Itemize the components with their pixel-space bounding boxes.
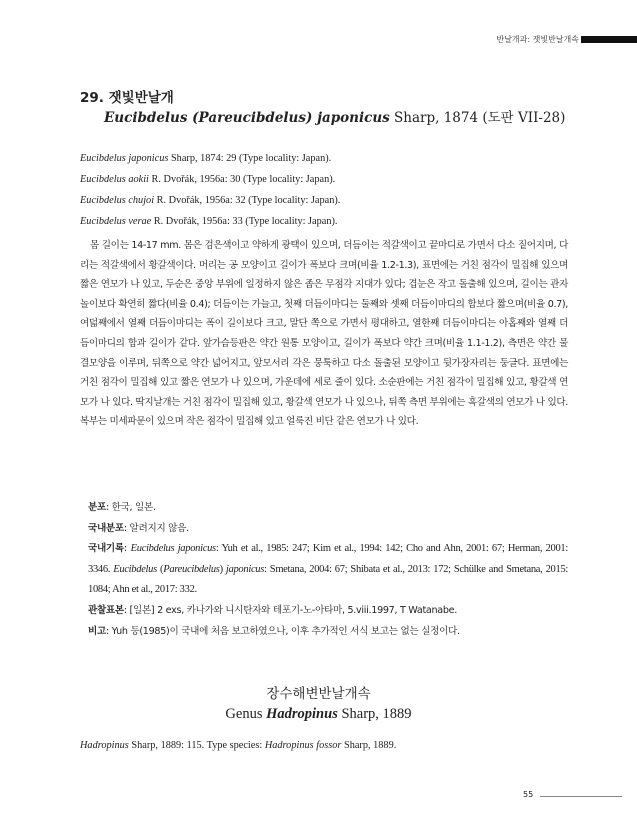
genus-scientific-name: Genus Hadropinus Sharp, 1889: [225, 706, 412, 722]
species-author: Sharp, 1874: [389, 110, 483, 126]
genus-name: Eucibdelus: [104, 110, 188, 126]
synonym-item: Eucibdelus japonicus Sharp, 1874: 29 (Type locality: Japan).: [80, 153, 332, 164]
remarks-row: 비고: Yuh 등(1985)이 국내에 처음 보고하였으나, 이후 추가적인 서식 보고는 없는 실정이다.: [88, 625, 460, 637]
plate-ref: (도판 VII-28): [482, 110, 566, 126]
species-number-name: 29. 잿빛반날개: [80, 90, 174, 106]
genus-korean-name: 장수해변반날개속: [266, 686, 371, 702]
footer-rule: [540, 796, 622, 797]
korea-records-row: 국내기록: Eucibdelus japonicus: Yuh et al., 1985: 247; Kim et al., 1994: 142; Cho and Ahn, 2001: 67; Herman, 2001: 3346. Eucibdelus (Pareucibdelus) japonicus: Smetana, 2004: 67; Shibata et al., 2013: 172; Schülke and Smetana, 2015: 1084; Ahn et al., 2017: 332.: [88, 543, 568, 596]
species-heading: [80, 88, 580, 128]
synonym-item: Eucibdelus verae R. Dvořák, 1956a: 33 (Type locality: Japan).: [80, 216, 338, 227]
species-scientific-name: [80, 108, 580, 128]
synonym-item: Eucibdelus aokii R. Dvořák, 1956a: 30 (Type locality: Japan).: [80, 174, 336, 185]
specimens-row: 관찰표본: [일본] 2 exs, 카나가와 니시탄자와 테포기-노-아타마, 5.viii.1997, T Watanabe.: [88, 604, 457, 616]
description-paragraph: 몸 길이는 14-17 mm. 몸은 검은색이고 약하게 광택이 있으며, 더듬이는 적갈색이고 끝마디로 가면서 다소 짙어지며, 다리는 적갈색에서 황갈색이다. 머리는 공 모양이고 길이가 폭보다 크며(비율 1.2-1.3), 표면에는 거친 점각이 밀집해 있으며 짧은 연모가 나 있고, 두순은 중앙 부위에 일정하지 않은 좁은 무점각 지대가 있다; 겹눈은 작고 돌출해 있으며, 길이는 관자놀이보다 확연히 짧다(비율 0.4); 더듬이는 가늘고, 첫째 더듬이마디는 둘째와 셋째 더듬이마디의 합보다 짧으며(비율 0.7), 여덟째에서 열째 더듬이마디는 폭이 길이보다 크고, 말단 쪽으로 가면서 평대하고, 열한째 더듬이마디는 아홉째와 열째 더듬이마디의 합과 길이가 같다. 앞가슴등판은 약간 원통 모양이고, 길이가 폭보다 약간 크며(비율 1.1-1.2), 측면은 약간 물결모양을 이루며, 뒤쪽으로 약간 넓어지고, 앞모서리 각은 뭉툭하고 다소 돌출된 모양이고 뒷가장자리는 둥글다. 표면에는 거친 점각이 밀집해 있고 짧은 연모가 나 있으며, 가운데에 세로 줄이 있다. 소순판에는 거친 점각이 밀집해 있고, 황갈색 연모가 나 있다. 딱지날개는 거친 점각이 밀집해 있고, 황갈색 연모가 나 있으나, 뒤쪽 측면 부위에는 흑갈색의 연모가 나 있다. 복부는 미세파문이 있으며 작은 점각이 밀집해 있고 얼룩진 비단 같은 연모가 나 있다.: [80, 240, 568, 428]
running-title: 반날개과: 잿빛반날개속: [496, 35, 579, 44]
synonym-list: [80, 148, 580, 232]
header-bar: [581, 36, 637, 43]
distribution-row: 분포: 한국, 일본.: [88, 502, 156, 513]
korea-distribution-row: 국내분포: 알려지지 않음.: [88, 522, 189, 534]
info-section: [80, 498, 568, 642]
subgenus-name: (Pareucibdelus): [192, 110, 313, 126]
genus-synonym: Hadropinus Sharp, 1889: 115. Type species: Hadropinus fossor Sharp, 1889.: [80, 740, 397, 751]
page-number: 55: [523, 790, 534, 799]
genus-heading: [0, 684, 637, 724]
synonym-item: Eucibdelus chujoi R. Dvořák, 1956a: 32 (Type locality: Japan).: [80, 195, 341, 206]
species-epithet: japonicus: [317, 110, 390, 126]
